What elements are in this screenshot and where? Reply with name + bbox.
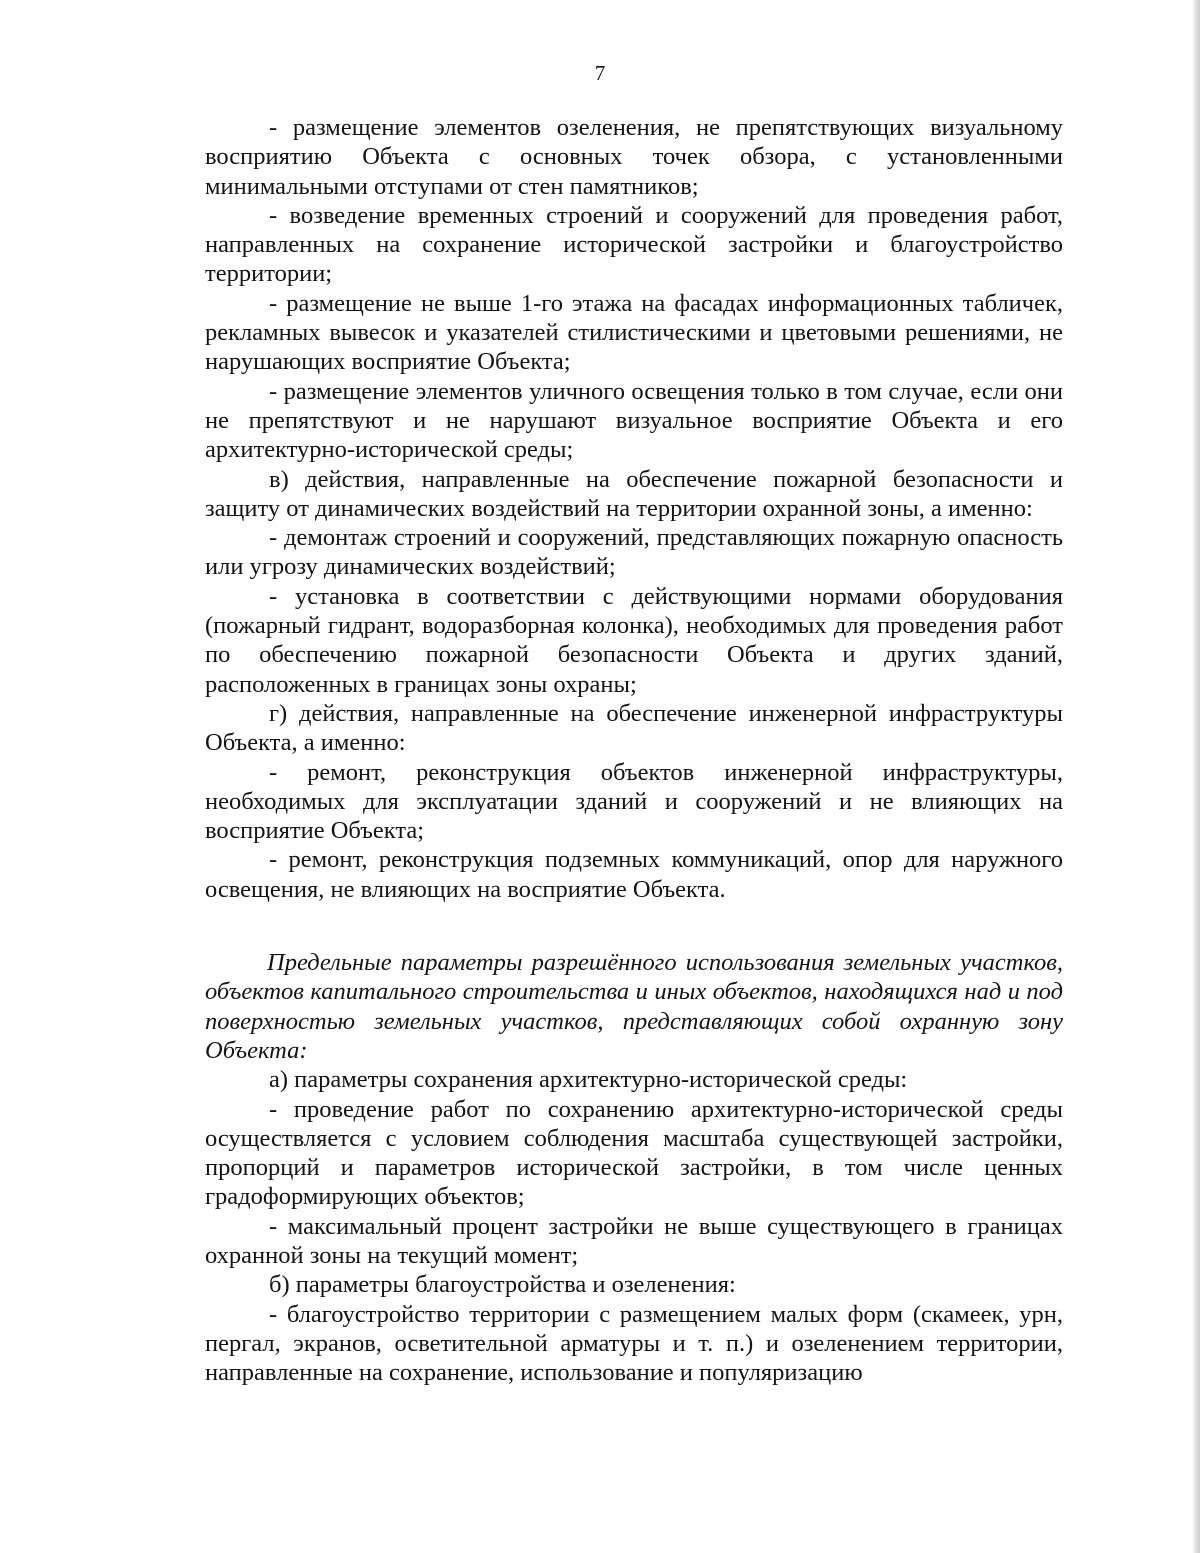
paragraph: - установка в соответствии с действующими нормами оборудования (пожарный гидрант, водоразборная колонка), необходимых для проведения работ по обеспечению пожарной безопасности Объекта и других зданий, расположенных в границах зоны охраны; (205, 582, 1063, 698)
paragraph: в) действия, направленные на обеспечение пожарной безопасности и защиту от динамических воздействий на территории охранной зоны, а именно: (205, 465, 1063, 522)
paragraph: г) действия, направленные на обеспечение инженерной инфраструктуры Объекта, а именно: (205, 699, 1063, 757)
paragraph: - ремонт, реконструкция подземных коммуникаций, опор для наружного освещения, не влияющих на восприятие Объекта. (205, 846, 1063, 903)
paragraph: - размещение не выше 1-го этажа на фасадах информационных табличек, рекламных вывесок и указателей стилистическими и цветовыми решениями, не нарушающих восприятие Объекта; (205, 289, 1063, 376)
paragraph: - возведение временных строений и сооружений для проведения работ, направленных на сохранение исторической застройки и благоустройство территории; (205, 201, 1063, 288)
paragraph: - размещение элементов уличного освещения только в том случае, если они не препятствуют и не нарушают визуальное восприятие Объекта и его архитектурно-исторической среды; (205, 377, 1063, 464)
paragraph: - размещение элементов озеленения, не препятствующих визуальному восприятию Объекта с основных точек обзора, с установленными минимальными отступами от стен памятников; (205, 114, 1063, 200)
paragraph: - проведение работ по сохранению архитектурно-исторической среды осуществляется с условием соблюдения масштаба существующей застройки, пропорций и параметров исторической застройки, в том числе ценных градоформирующих объектов; (205, 1095, 1063, 1211)
section-heading: Предельные параметры разрешённого использования земельных участков, объектов капитального строительства и иных объектов, находящихся над и под поверхностью земельных участков, представляющих собой охранную зону Объекта: (205, 949, 1063, 1064)
document-body (205, 113, 1063, 1387)
scan-edge (1192, 0, 1200, 1553)
paragraph: - демонтаж строений и сооружений, представляющих пожарную опасность или угрозу динамических воздействий; (205, 524, 1063, 581)
section-gap (205, 904, 1063, 948)
paragraph: - благоустройство территории с размещением малых форм (скамеек, урн, пергал, экранов, осветительной арматуры и т. п.) и озеленением территории, направленные на сохранение, использование и популяризацию (205, 1300, 1063, 1387)
page-number: 7 (594, 61, 606, 85)
paragraph: б) параметры благоустройства и озеленения: (269, 1271, 736, 1299)
paragraph: а) параметры сохранения архитектурно-исторической среды: (269, 1066, 908, 1094)
paragraph: - максимальный процент застройки не выше существующего в границах охранной зоны на текущий момент; (205, 1212, 1063, 1269)
paragraph: - ремонт, реконструкция объектов инженерной инфраструктуры, необходимых для эксплуатации зданий и сооружений и не влияющих на восприятие Объекта; (205, 758, 1063, 845)
